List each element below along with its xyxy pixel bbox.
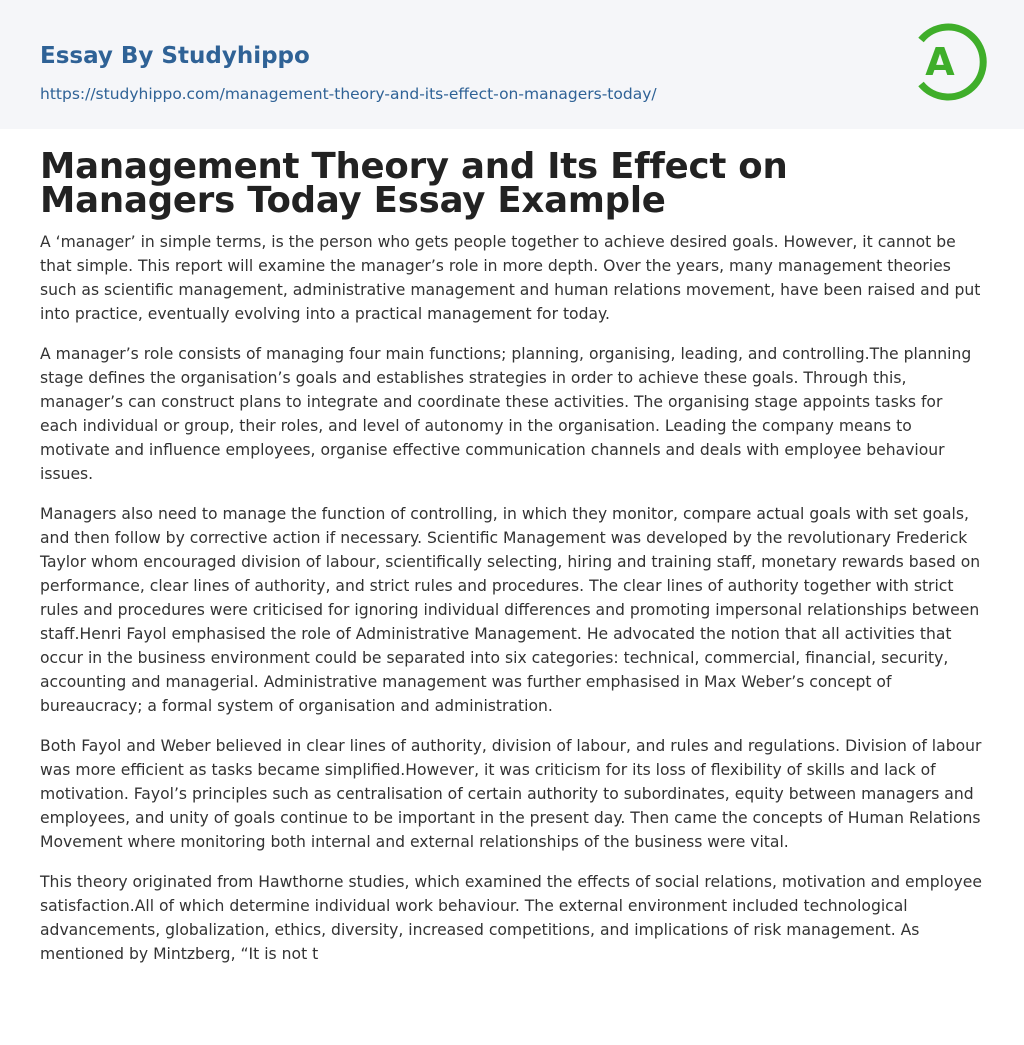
article-paragraph: This theory originated from Hawthorne studies, which examined the effects of social relations, motivation and employee satisfaction.All of which determine individual work behaviour. The external environment included technological advancements, globalization, ethics, diversity, increased competitions, and implications of risk management. As mentioned by Mintzberg, “It is not t (40, 873, 982, 963)
studyhippo-logo-icon[interactable] (909, 17, 989, 107)
site-header (0, 0, 1024, 129)
article-content (0, 146, 1024, 966)
article-url-link[interactable]: https://studyhippo.com/management-theory-and-its-effect-on-managers-today/ (40, 85, 657, 103)
article-title: Management Theory and Its Effect on Managers Today Essay Example (40, 146, 788, 221)
site-title[interactable]: Essay By Studyhippo (40, 43, 310, 69)
article-paragraph: A ‘manager’ in simple terms, is the person who gets people together to achieve desired goals. However, it cannot be that simple. This report will examine the manager’s role in more depth. Over the years, many management theories such as scientific management, administrative management and human relations movement, have been raised and put into practice, eventually evolving into a practical management for today. (40, 233, 981, 323)
logo-letter: A (925, 40, 955, 84)
article-paragraph: Both Fayol and Weber believed in clear lines of authority, division of labour, and rules and regulations. Division of labour was more efficient as tasks became simplified.However, it was criticism for its loss of flexibility of skills and lack of motivation. Fayol’s principles such as centralisation of certain authority to subordinates, equity between managers and employees, and unity of goals continue to be important in the present day. Then came the concepts of Human Relations Movement where monitoring both internal and external relationships of the business were vital. (40, 737, 982, 851)
article-paragraph: A manager’s role consists of managing four main functions; planning, organising, leading, and controlling.The planning stage defines the organisation’s goals and establishes strategies in order to achieve these goals. Through this, manager’s can construct plans to integrate and coordinate these activities. The organising stage appoints tasks for each individual or group, their roles, and level of autonomy in the organisation. Leading the company means to motivate and influence employees, organise effective communication channels and deals with employee behaviour issues. (40, 345, 972, 483)
article-paragraph: Managers also need to manage the function of controlling, in which they monitor, compare actual goals with set goals, and then follow by corrective action if necessary. Scientific Management was developed by the revolutionary Frederick Taylor whom encouraged division of labour, scientifically selecting, hiring and training staff, monetary rewards based on performance, clear lines of authority, and strict rules and procedures. The clear lines of authority together with strict rules and procedures were criticised for ignoring individual differences and promoting impersonal relationships between staff.Henri Fayol emphasised the role of Administrative Management. He advocated the notion that all activities that occur in the business environment could be separated into six categories: technical, commercial, financial, security, accounting and managerial. Administrative management was further emphasised in Max Weber’s concept of bureaucracy; a formal system of organisation and administration. (40, 505, 981, 715)
